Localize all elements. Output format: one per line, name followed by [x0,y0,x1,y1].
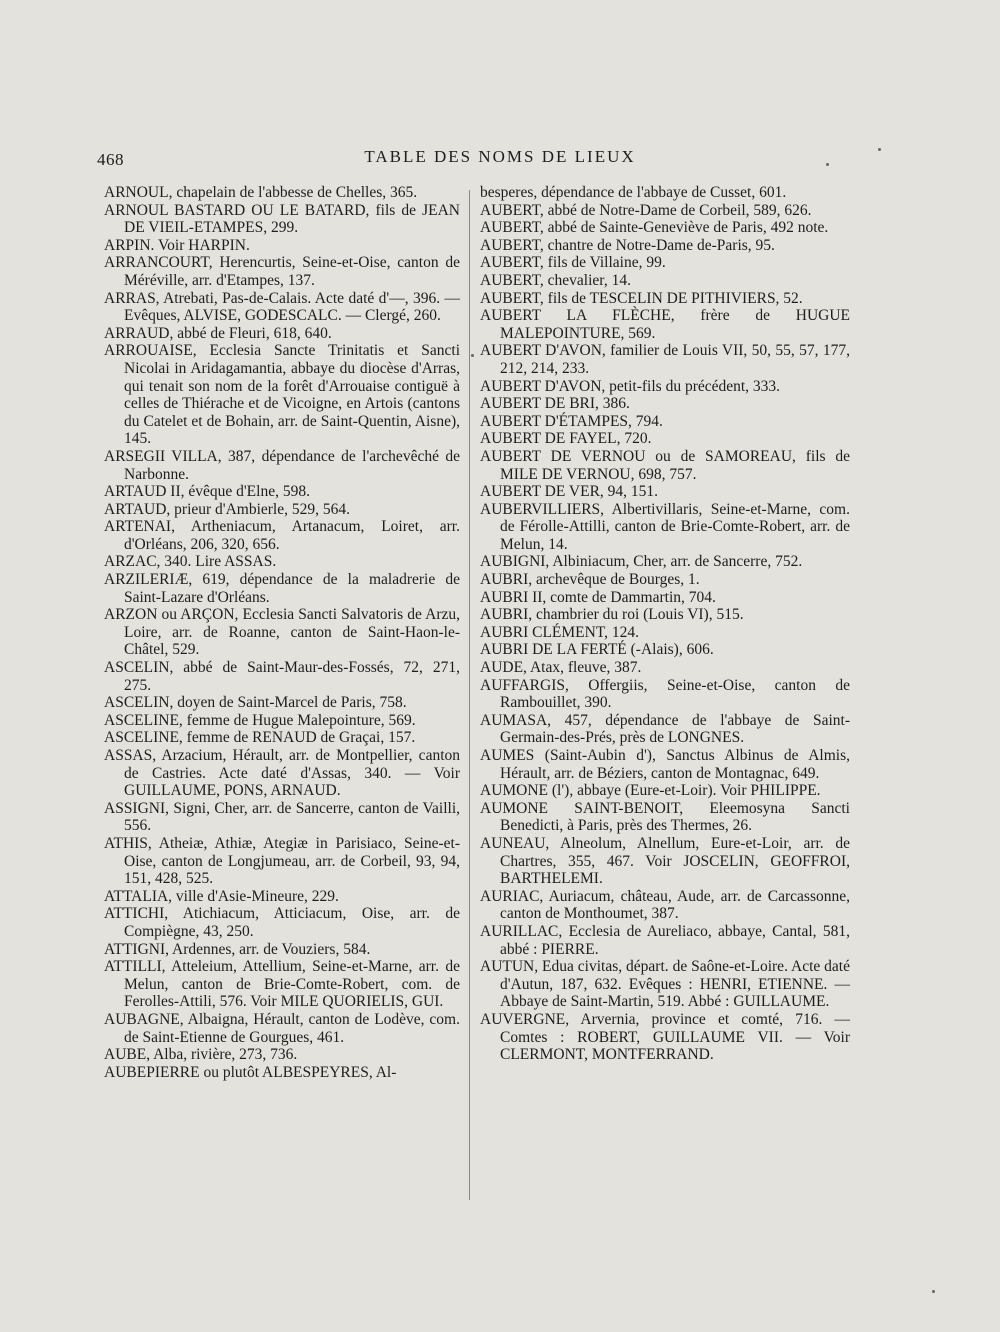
index-entry: AUBIGNI, Albiniacum, Cher, arr. de Sancerre, 752. [480,553,803,571]
paper-speck [932,1290,935,1293]
index-entry: ASCELIN, doyen de Saint-Marcel de Paris, 758. [104,694,407,712]
index-entry: AUBEPIERRE ou plutôt ALBESPEYRES, Al- [104,1063,397,1081]
right-entry-list [480,184,850,1064]
index-entry: ARPIN. Voir HARPIN. [104,236,250,254]
index-entry: AUBRI II, comte de Dammartin, 704. [480,588,716,606]
index-entry: AUMONE SAINT-BENOIT, Eleemosyna Sancti Benedicti, à Paris, près des Thermes, 26. [480,799,850,835]
index-entry: ARZAC, 340. Lire ASSAS. [104,553,277,571]
index-entry: AUBAGNE, Albaigna, Hérault, canton de Lodève, com. de Saint-Etienne de Gourgues, 461. [104,1010,460,1046]
index-entry: ARNOUL BASTARD OU LE BATARD, fils de JEAN DE VIEIL-ETAMPES, 299. [104,201,460,237]
index-entry: ATTIGNI, Ardennes, arr. de Vouziers, 584. [104,940,371,958]
left-entry-list [104,184,460,1081]
index-entry: ASCELINE, femme de RENAUD de Graçai, 157. [104,729,416,747]
index-entry: AUBERVILLIERS, Albertivillaris, Seine-et-Marne, com. de Férolle-Attilli, canton de Brie-Comte-Robert, arr. de Melun, 14. [480,500,850,553]
index-entry: AUBERT, fils de Villaine, 99. [480,254,666,272]
index-entry: AUBRI, chambrier du roi (Louis VI), 515. [480,606,744,624]
index-entry: AUBERT D'AVON, familier de Louis VII, 50, 55, 57, 177, 212, 214, 233. [480,342,850,377]
index-entry: AUBERT DE VER, 94, 151. [480,483,659,501]
index-entry: ARROUAISE, Ecclesia Sancte Trinitatis et Sancti Nicolai in Aridagamantia, abbaye du diocèse d'Arras, qui tenait son nom de la forêt d'Arrouaise contiguë à celles de Thiérache et de Vicoigne, en Artois (cantons du Catelet et de Bohain, arr. de Saint-Quentin, Aisne), 145. [104,342,460,448]
index-entry: ATTALIA, ville d'Asie-Mineure, 229. [104,887,339,905]
index-entry: AUBERT D'ÉTAMPES, 794. [480,412,663,430]
index-entry: AUMES (Saint-Aubin d'), Sanctus Albinus de Almis, Hérault, arr. de Béziers, canton de Montagnac, 649. [480,747,850,782]
index-entry: ARTENAI, Artheniacum, Artanacum, Loiret, arr. d'Orléans, 206, 320, 656. [104,518,460,553]
index-entry: ATTILLI, Atteleium, Attellium, Seine-et-Marne, arr. de Melun, canton de Brie-Comte-Robert, com. de Ferolles-Attili, 576. Voir MILE QUORIELIS, GUI. [104,958,460,1011]
index-entry: ARTAUD, prieur d'Ambierle, 529, 564. [104,500,350,518]
index-entry: AUBERT D'AVON, petit-fils du précédent, 333. [480,377,781,395]
index-entry: ASSIGNI, Signi, Cher, arr. de Sancerre, canton de Vailli, 556. [104,799,460,835]
index-entry: AUBRI, archevêque de Bourges, 1. [480,571,700,589]
index-entry: ASCELIN, abbé de Saint-Maur-des-Fossés, 72, 271, 275. [104,659,460,694]
index-entry: AURILLAC, Ecclesia de Aureliaco, abbaye, Cantal, 581, abbé : PIERRE. [480,922,850,958]
index-entry: ARNOUL, chapelain de l'abbesse de Chelles, 365. [104,184,418,201]
index-entry: ARSEGII VILLA, 387, dépendance de l'archevêché de Narbonne. [104,447,460,483]
index-entry: AUBERT DE VERNOU ou de SAMOREAU, fils de MILE DE VERNOU, 698, 757. [480,447,850,483]
index-entry: AUMONE (l'), abbaye (Eure-et-Loir). Voir PHILIPPE. [480,782,821,800]
index-entry: AUBERT, fils de TESCELIN DE PITHIVIERS, 52. [480,289,803,307]
index-entry: AUTUN, Edua civitas, départ. de Saône-et-Loire. Acte daté d'Autun, 187, 632. Evêques : HENRI, ETIENNE. — Abbaye de Saint-Martin, 519. Abbé : GUILLAUME. [480,958,850,1011]
index-entry: ARZON ou ARÇON, Ecclesia Sancti Salvatoris de Arzu, Loire, arr. de Roanne, canton de Saint-Haon-le-Châtel, 529. [104,606,460,659]
index-entry: AUNEAU, Alneolum, Alnellum, Eure-et-Loir, arr. de Chartres, 355, 467. Voir JOSCELIN, GEOFFROI, BARTHELEMI. [480,834,850,888]
index-entry: AURIAC, Auriacum, château, Aude, arr. de Carcassonne, canton de Monthoumet, 387. [480,887,850,923]
index-entry: AUBERT, abbé de Sainte-Geneviève de Paris, 492 note. [480,219,829,237]
index-entry: AUMASA, 457, dépendance de l'abbaye de Saint-Germain-des-Prés, près de LONGNES. [480,711,850,747]
left-column [104,184,460,1081]
index-entry: AUBRI DE LA FERTÉ (-Alais), 606. [480,641,714,659]
index-entry: AUBERT, chantre de Notre-Dame de-Paris, 95. [480,236,775,254]
index-entry: ATTICHI, Atichiacum, Atticiacum, Oise, arr. de Compiègne, 43, 250. [104,905,460,940]
column-divider [469,190,470,1200]
index-entry: AUFFARGIS, Offergiis, Seine-et-Oise, canton de Rambouillet, 390. [480,676,850,712]
index-entry: ATHIS, Atheiæ, Athiæ, Ategiæ in Parisiaco, Seine-et-Oise, canton de Longjumeau, arr. de Corbeil, 93, 94, 151, 428, 525. [104,834,460,888]
index-entry: AUBERT, chevalier, 14. [480,271,631,289]
index-entry: ARRANCOURT, Herencurtis, Seine-et-Oise, canton de Méréville, arr. d'Etampes, 137. [104,254,460,289]
index-entry: AUBERT, abbé de Notre-Dame de Corbeil, 589, 626. [480,201,812,219]
index-entry: ASCELINE, femme de Hugue Malepointure, 569. [104,711,416,729]
index-entry: AUBE, Alba, rivière, 273, 736. [104,1046,298,1064]
index-entry: AUBERT LA FLÈCHE, frère de HUGUE MALEPOINTURE, 569. [480,307,850,342]
index-entry: ARZILERIÆ, 619, dépendance de la maladrerie de Saint-Lazare d'Orléans. [104,571,460,606]
index-entry: AUBRI CLÉMENT, 124. [480,623,640,641]
index-entry: ARRAUD, abbé de Fleuri, 618, 640. [104,324,332,342]
running-head: TABLE DES NOMS DE LIEUX [364,147,636,166]
paper-speck [826,163,829,166]
index-entry: ARRAS, Atrebati, Pas-de-Calais. Acte daté d'—, 396. — Evêques, ALVISE, GODESCALC. — Clergé, 260. [104,289,460,325]
index-entry: AUDE, Atax, fleuve, 387. [480,659,642,677]
index-entry: AUBERT DE FAYEL, 720. [480,430,652,448]
index-entry: besperes, dépendance de l'abbaye de Cusset, 601. [480,184,787,201]
right-column [480,184,850,1064]
page-number: 468 [97,150,124,169]
index-entry: AUVERGNE, Arvernia, province et comté, 716. — Comtes : ROBERT, GUILLAUME VII. — Voir CLERMONT, MONTFERRAND. [480,1010,850,1064]
index-entry: ARTAUD II, évêque d'Elne, 598. [104,483,310,501]
index-entry: ASSAS, Arzacium, Hérault, arr. de Montpellier, canton de Castries. Acte daté d'Assas, 340. — Voir GUILLAUME, PONS, ARNAUD. [104,747,460,800]
index-entry: AUBERT DE BRI, 386. [480,395,630,413]
paper-speck [878,148,881,151]
paper-speck [471,354,474,357]
